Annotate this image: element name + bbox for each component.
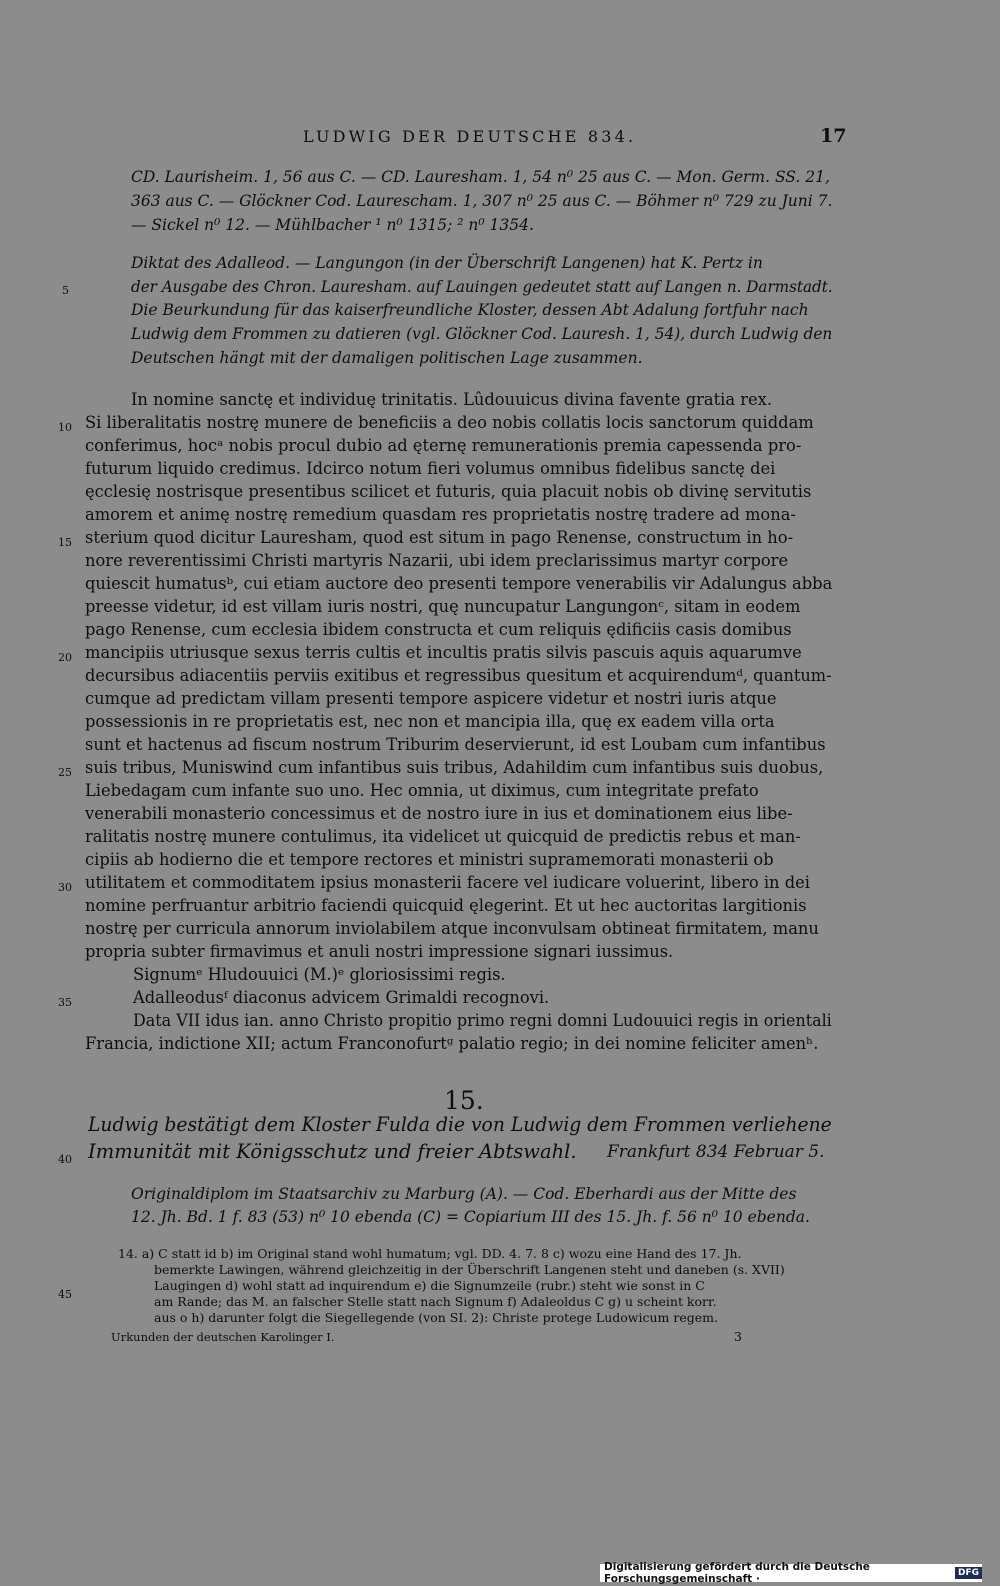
line-number: 5	[62, 284, 69, 297]
funding-text: Digitalisierung gefördert durch die Deutsche Forschungsgemeinschaft ·	[604, 1561, 870, 1585]
page-number: 17	[820, 125, 847, 147]
charter-line: Liebedagam cum infante suo uno. Hec omnia, ut diximus, cum integritate prefato	[85, 781, 759, 800]
charter-line: quiescit humatusᵇ, cui etiam auctore deo presenti tempore venerabilis vir Adalungus abba	[85, 574, 833, 593]
line-number: 15	[58, 536, 72, 549]
charter-line: ęcclesię nostrisque presentibus scilicet et futuris, quia placuit nobis ob divinę servitutis	[85, 482, 812, 501]
regest-line: Ludwig bestätigt dem Kloster Fulda die von Ludwig dem Frommen verliehene	[88, 1113, 832, 1136]
source-line: Originaldiplom im Staatsarchiv zu Marburg (A). — Cod. Eberhardi aus der Mitte des	[131, 1185, 797, 1203]
signature-mark: 3	[734, 1329, 742, 1344]
dating-line: Data VII idus ian. anno Christo propitio primo regni domni Ludouuici regis in orientali	[133, 1011, 832, 1030]
place-date: Frankfurt 834 Februar 5.	[607, 1142, 825, 1162]
charter-line: decursibus adiacentiis perviis exitibus et regressibus quesitum et acquirendumᵈ, quantum-	[85, 666, 832, 685]
invocation-line: In nomine sanctę et individuę trinitatis. Lûdouuicus divina favente gratia rex.	[131, 390, 773, 409]
charter-line: propria subter firmavimus et anuli nostri impressione signari iussimus.	[85, 942, 674, 961]
charter-line: nomine perfruantur arbitrio faciendi quicquid ęlegerint. Et ut hec auctoritas largitionis	[85, 896, 807, 915]
commentary-line: Deutschen hängt mit der damaligen politischen Lage zusammen.	[131, 349, 643, 367]
signum-line: Signumᵉ Hludouuici (M.)ᵉ gloriosissimi regis.	[133, 965, 506, 984]
footnote-line: am Rande; das M. an falscher Stelle statt nach Signum f) Adaleoldus C g) u scheint korr.	[154, 1294, 717, 1309]
commentary-line: Diktat des Adalleod. — Langungon (in der Überschrift Langenen) hat K. Pertz in	[131, 254, 763, 272]
source-line: 363 aus C. — Glöckner Cod. Laurescham. 1, 307 n⁰ 25 aus C. — Böhmer n⁰ 729 zu Juni 7.	[131, 192, 833, 210]
charter-line: pago Renense, cum ecclesia ibidem constructa et cum reliquis ędificiis casis domibus	[85, 620, 792, 639]
charter-line: cipiis ab hodierno die et tempore rectores et ministri supramemorati monasterii ob	[85, 850, 774, 869]
page-header	[0, 127, 1000, 151]
dating-line: Francia, indictione XII; actum Franconofurtᵍ palatio regio; in dei nomine feliciter amenʰ.	[85, 1034, 819, 1053]
footnote-line: aus o h) darunter folgt die Siegellegende (von SI. 2): Christe protege Ludowicum regem.	[154, 1310, 718, 1325]
charter-line: conferimus, hocᵃ nobis procul dubio ad ęternę remunerationis premia capessenda pro-	[85, 436, 802, 455]
charter-line: amorem et animę nostrę remedium quasdam res proprietatis nostrę tradere ad mona-	[85, 505, 796, 524]
source-line: — Sickel n⁰ 12. — Mühlbacher ¹ n⁰ 1315; ² n⁰ 1354.	[131, 216, 534, 234]
line-number: 45	[58, 1288, 72, 1301]
running-title: LUDWIG DER DEUTSCHE 834.	[303, 127, 637, 146]
charter-line: sunt et hactenus ad fiscum nostrum Triburim deservierunt, id est Loubam cum infantibus	[85, 735, 826, 754]
funding-banner	[600, 1561, 982, 1585]
source-line: 12. Jh. Bd. 1 f. 83 (53) n⁰ 10 ebenda (C) = Copiarium III des 15. Jh. f. 56 n⁰ 10 ebenda.	[131, 1208, 810, 1226]
charter-line: possessionis in re proprietatis est, nec non et mancipia illa, quę ex eadem villa orta	[85, 712, 775, 731]
line-number: 20	[58, 651, 72, 664]
footnote-line: bemerkte Lawingen, während gleichzeitig in der Überschrift Langenen steht und daneben (s. XVII)	[154, 1262, 785, 1277]
footnote-line: 14. a) C statt id b) im Original stand wohl humatum; vgl. DD. 4. 7. 8 c) wozu eine Hand des 17. Jh.	[118, 1246, 742, 1261]
line-number: 25	[58, 766, 72, 779]
charter-line: ralitatis nostrę munere contulimus, ita videlicet ut quicquid de predictis rebus et man-	[85, 827, 801, 846]
regest-line: Immunität mit Königsschutz und freier Abtswahl.	[88, 1140, 577, 1163]
commentary-line: Ludwig dem Frommen zu datieren (vgl. Glöckner Cod. Lauresh. 1, 54), durch Ludwig den	[131, 325, 833, 343]
charter-line: venerabili monasterio concessimus et de nostro iure in ius et dominationem eius libe-	[85, 804, 793, 823]
source-line: CD. Laurisheim. 1, 56 aus C. — CD. Lauresham. 1, 54 n⁰ 25 aus C. — Mon. Germ. SS. 21,	[131, 168, 830, 186]
charter-line: suis tribus, Muniswind cum infantibus suis tribus, Adahildim cum infantibus suis duobus,	[85, 758, 824, 777]
line-number: 35	[58, 996, 72, 1009]
commentary-line: Die Beurkundung für das kaiserfreundliche Kloster, dessen Abt Adalung fortfuhr nach	[131, 301, 809, 319]
series-title: Urkunden der deutschen Karolinger I.	[111, 1330, 335, 1344]
recognition-line: Adalleodusᶠ diaconus advicem Grimaldi recognovi.	[133, 988, 550, 1007]
document-number: 15.	[444, 1086, 484, 1115]
charter-line: preesse videtur, id est villam iuris nostri, quę nuncupatur Langungonᶜ, sitam in eodem	[85, 597, 801, 616]
charter-line: utilitatem et commoditatem ipsius monasterii facere vel iudicare voluerint, libero in dei	[85, 873, 810, 892]
commentary-line: der Ausgabe des Chron. Lauresham. auf Lauingen gedeutet statt auf Langen n. Darmstadt.	[131, 278, 833, 296]
charter-line: nostrę per curricula annorum inviolabilem atque inconvulsam obtineat firmitatem, manu	[85, 919, 819, 938]
charter-line: mancipiis utriusque sexus terris cultis et incultis pratis silvis pascuis aquis aquarumve	[85, 643, 802, 662]
line-number: 40	[58, 1153, 72, 1166]
charter-line: cumque ad predictam villam presenti tempore aspicere videtur et nostri iuris atque	[85, 689, 777, 708]
charter-line: nore reverentissimi Christi martyris Nazarii, ubi idem preclarissimus martyr corpore	[85, 551, 789, 570]
line-number: 10	[58, 421, 72, 434]
charter-line: Si liberalitatis nostrę munere de beneficiis a deo nobis collatis locis sanctorum quiddam	[85, 413, 814, 432]
charter-line: sterium quod dicitur Lauresham, quod est situm in pago Renense, constructum in ho-	[85, 528, 794, 547]
dfg-logo: DFG	[955, 1567, 982, 1579]
charter-line: futurum liquido credimus. Idcirco notum fieri volumus omnibus fidelibus sanctę dei	[85, 459, 776, 478]
line-number: 30	[58, 881, 72, 894]
footnote-line: Laugingen d) wohl statt ad inquirendum e) die Signumzeile (rubr.) steht wie sonst in C	[154, 1278, 705, 1293]
